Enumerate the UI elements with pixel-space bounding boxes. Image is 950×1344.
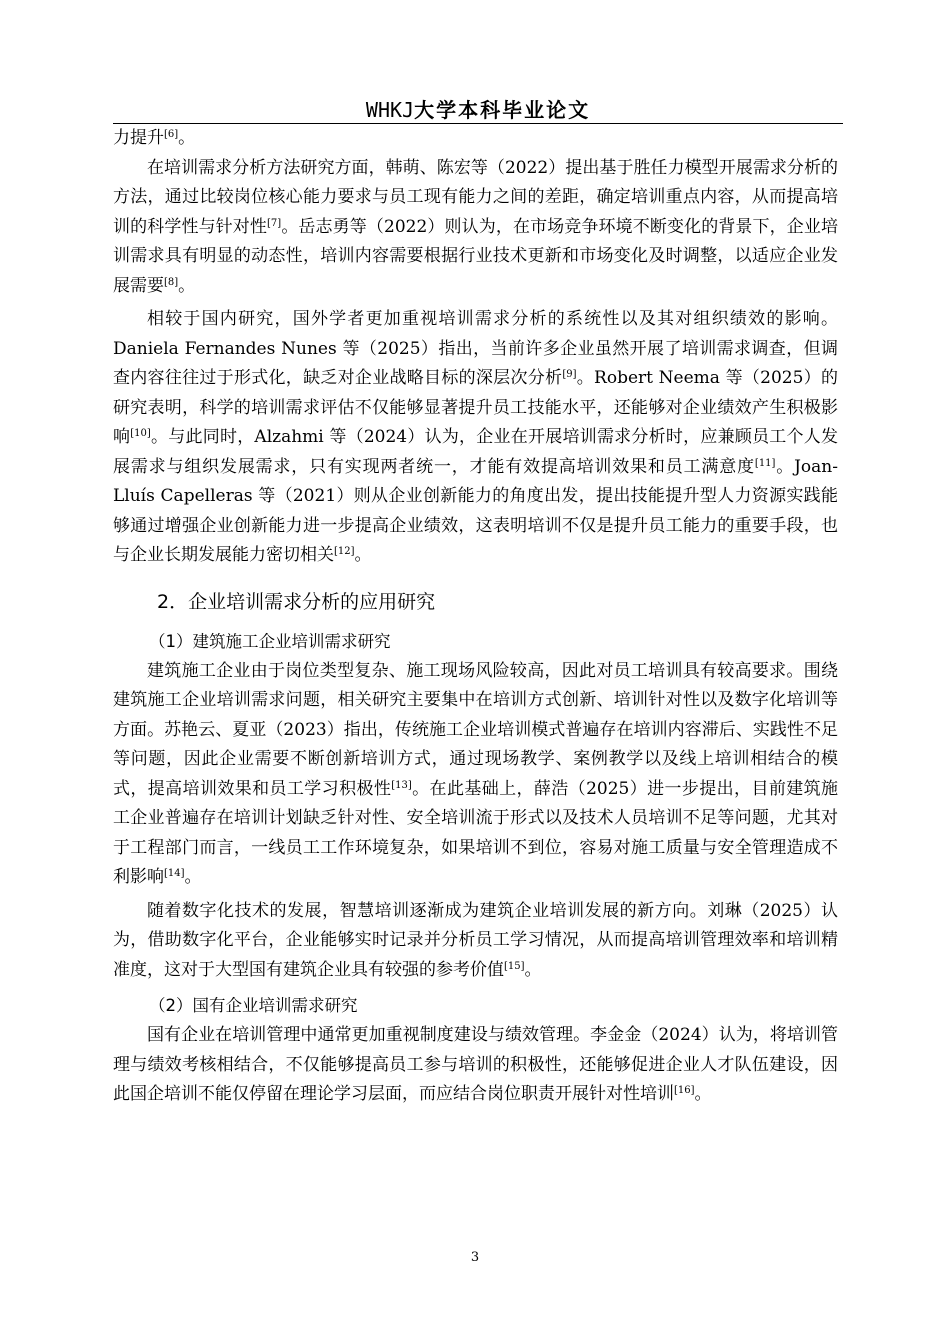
citation-ref: [8] [164, 276, 179, 288]
citation-ref: [11] [754, 457, 776, 469]
citation-ref: [14] [164, 868, 185, 879]
citation-ref: [9] [562, 369, 577, 380]
citation-ref: [7] [267, 217, 282, 229]
citation-ref: [12] [334, 546, 355, 557]
running-header [113, 94, 843, 124]
paragraph-5: 随着数字化技术的发展，智慧培训逐渐成为建筑企业培训发展的新方向。刘琳（2025）认为，借助数字化平台，企业能够实时记录并分析员工学习情况，从而提高培训管理效率和培训精准度，这对于大型国有建筑企业具有较强的参考价值[15]。 [113, 900, 838, 980]
paragraph-2: 在培训需求分析方法研究方面，韩萌、陈宏等（2022）提出基于胜任力模型开展需求分析的方法，通过比较岗位核心能力要求与员工现有能力之间的差距，确定培训重点内容，从而提高培训的科学性与针对性[7]。岳志勇等（2022）则认为，在市场竞争环境不断变化的背景下，企业培训需求具有明显的动态性，培训内容需要根据行业技术更新和市场变化及时调整，以适应企业发展需要[8]。 [113, 157, 839, 296]
citation-ref: [10] [130, 428, 151, 439]
subsection-heading-construction: （1）建筑施工企业培训需求研究 [149, 631, 391, 651]
citation-ref: [16] [674, 1085, 695, 1096]
header-university-code: WHKJ [365, 98, 415, 122]
body-text [113, 124, 838, 1110]
section-heading: 2．企业培训需求分析的应用研究 [157, 590, 436, 613]
paragraph-6: 国有企业在培训管理中通常更加重视制度建设与绩效管理。李金金（2024）认为，将培训管理与绩效考核相结合，不仅能够提高员工参与培训的积极性，还能够促进企业人才队伍建设，因此国企培训不能仅停留在理论学习层面，而应结合岗位职责开展针对性培训[16]。 [113, 1025, 838, 1104]
page-number: 3 [470, 1250, 480, 1265]
citation-ref: [6] [164, 129, 179, 140]
paragraph-3: 相较于国内研究，国外学者更加重视培训需求分析的系统性以及其对组织绩效的影响。Daniela Fernandes Nunes 等（2025）指出，当前许多企业虽然开展了培训需求调查，但调查内容往往过于形式化，缺乏对企业战略目标的深层次分析[9]。Robert Neema 等（2025）的研究表明，科学的培训需求评估不仅能够显著提升员工技能水平，还能够对企业绩效产生积极影响[10]。与此同时，Alzahmi 等（2024）认为，企业在开展培训需求分析时，应兼顾员工个人发展需求与组织发展需求，只有实现两者统一，才能有效提高培训效果和员工满意度[11]。Joan-Lluís Capelleras 等（2021）则从企业创新能力的角度出发，提出技能提升型人力资源实践能够通过增强企业创新能力进一步提高企业绩效，这表明培训不仅是提升员工能力的重要手段，也与企业长期发展能力密切相关[12]。 [113, 309, 839, 565]
header-thesis-title: 大学本科毕业论文 [414, 98, 591, 122]
subsection-heading-soe: （2）国有企业培训需求研究 [149, 996, 358, 1015]
paragraph-1: 力提升[6]。 [113, 128, 196, 148]
citation-ref: [15] [504, 960, 525, 972]
citation-ref: [13] [391, 779, 412, 791]
paragraph-4: 建筑施工企业由于岗位类型复杂、施工现场风险较高，因此对员工培训具有较高要求。围绕建筑施工企业培训需求问题，相关研究主要集中在培训方式创新、培训针对性以及数字化培训等方面。苏艳云、夏亚（2023）指出，传统施工企业培训模式普遍存在培训内容滞后、实践性不足等问题，因此企业需要不断创新培训方式，通过现场教学、案例教学以及线上培训相结合的模式，提高培训效果和员工学习积极性[13]。在此基础上，薛浩（2025）进一步提出，目前建筑施工企业普遍存在培训计划缺乏针对性、安全培训流于形式以及技术人员培训不足等问题，尤其对于工程部门而言，一线员工工作环境复杂，如果培训不到位，容易对施工质量与安全管理造成不利影响[14]。 [113, 660, 839, 887]
